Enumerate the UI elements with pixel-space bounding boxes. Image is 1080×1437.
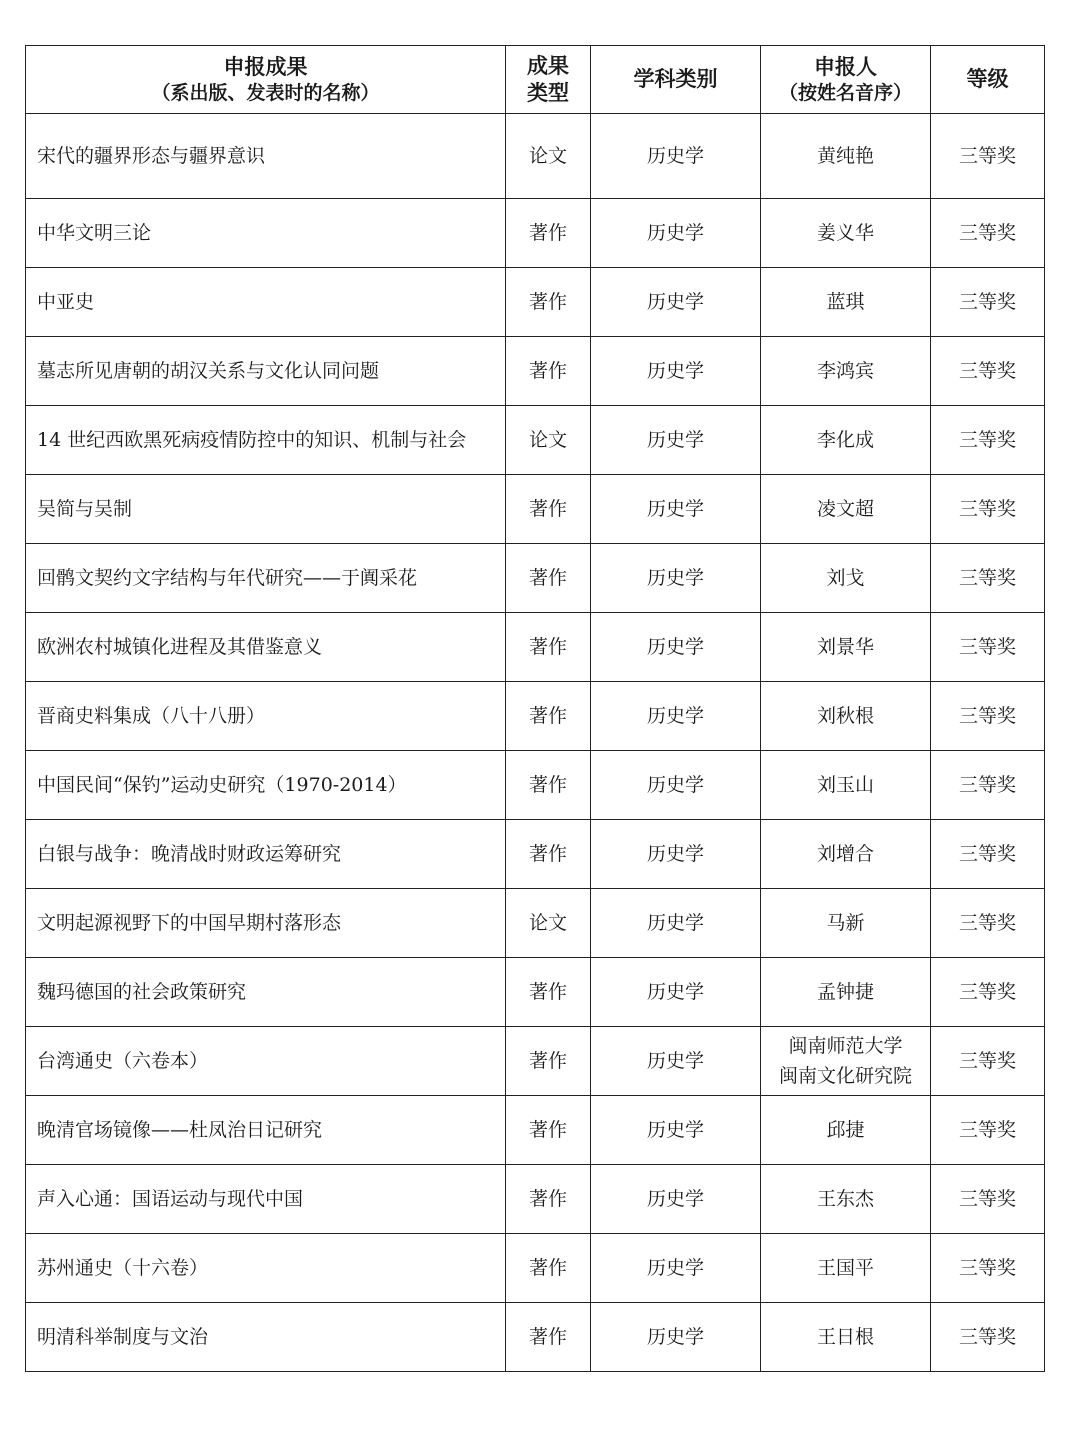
cell-title: 中亚史 — [26, 268, 506, 337]
cell-grade: 三等奖 — [931, 820, 1045, 889]
cell-grade: 三等奖 — [931, 1303, 1045, 1372]
cell-grade: 三等奖 — [931, 1096, 1045, 1165]
cell-subject: 历史学 — [591, 337, 761, 406]
cell-type: 著作 — [506, 475, 591, 544]
cell-type: 著作 — [506, 544, 591, 613]
table-row — [26, 958, 1045, 1027]
cell-applicant: 李化成 — [761, 406, 931, 475]
cell-applicant: 刘玉山 — [761, 751, 931, 820]
cell-subject: 历史学 — [591, 820, 761, 889]
cell-type: 著作 — [506, 268, 591, 337]
cell-applicant: 孟钟捷 — [761, 958, 931, 1027]
cell-title: 白银与战争：晚清战时财政运筹研究 — [26, 820, 506, 889]
cell-type: 著作 — [506, 751, 591, 820]
cell-title: 回鹘文契约文字结构与年代研究——于阗采花 — [26, 544, 506, 613]
cell-type: 著作 — [506, 1027, 591, 1096]
cell-subject: 历史学 — [591, 682, 761, 751]
cell-type: 著作 — [506, 820, 591, 889]
column-header-grade: 等级 — [931, 46, 1045, 114]
cell-title: 魏玛德国的社会政策研究 — [26, 958, 506, 1027]
cell-applicant: 刘秋根 — [761, 682, 931, 751]
cell-title: 苏州通史（十六卷） — [26, 1234, 506, 1303]
awards-table — [25, 45, 1045, 1372]
cell-type: 论文 — [506, 889, 591, 958]
table-row — [26, 406, 1045, 475]
cell-grade: 三等奖 — [931, 114, 1045, 199]
cell-applicant-line1: 闽南师范大学 — [788, 1035, 903, 1057]
cell-grade: 三等奖 — [931, 544, 1045, 613]
cell-title: 明清科举制度与文治 — [26, 1303, 506, 1372]
cell-type: 论文 — [506, 114, 591, 199]
cell-applicant: 李鸿宾 — [761, 337, 931, 406]
table-row — [26, 613, 1045, 682]
column-header-title-sub: （系出版、发表时的名称） — [151, 82, 380, 104]
cell-type: 论文 — [506, 406, 591, 475]
cell-applicant: 王国平 — [761, 1234, 931, 1303]
cell-type: 著作 — [506, 1165, 591, 1234]
cell-title: 14 世纪西欧黑死病疫情防控中的知识、机制与社会 — [26, 406, 506, 475]
cell-grade: 三等奖 — [931, 613, 1045, 682]
column-header-applicant-main: 申报人 — [814, 55, 877, 79]
cell-subject: 历史学 — [591, 889, 761, 958]
table-row — [26, 1165, 1045, 1234]
cell-title: 中国民间“保钓”运动史研究（1970-2014） — [26, 751, 506, 820]
cell-grade: 三等奖 — [931, 889, 1045, 958]
cell-title: 文明起源视野下的中国早期村落形态 — [26, 889, 506, 958]
cell-grade: 三等奖 — [931, 268, 1045, 337]
table-row — [26, 199, 1045, 268]
column-header-type — [506, 46, 591, 114]
cell-title: 晚清官场镜像——杜凤治日记研究 — [26, 1096, 506, 1165]
cell-applicant: 刘增合 — [761, 820, 931, 889]
cell-applicant — [761, 1027, 931, 1096]
column-header-title — [26, 46, 506, 114]
table-header — [26, 46, 1045, 114]
cell-subject: 历史学 — [591, 1303, 761, 1372]
table-row — [26, 820, 1045, 889]
cell-subject: 历史学 — [591, 199, 761, 268]
cell-grade: 三等奖 — [931, 1027, 1045, 1096]
cell-title: 晋商史料集成（八十八册） — [26, 682, 506, 751]
cell-type: 著作 — [506, 337, 591, 406]
cell-subject: 历史学 — [591, 406, 761, 475]
table-row — [26, 1303, 1045, 1372]
cell-subject: 历史学 — [591, 1165, 761, 1234]
cell-subject: 历史学 — [591, 613, 761, 682]
table-row — [26, 544, 1045, 613]
column-header-type-line2: 类型 — [527, 80, 569, 105]
column-header-applicant — [761, 46, 931, 114]
cell-subject: 历史学 — [591, 958, 761, 1027]
cell-type: 著作 — [506, 682, 591, 751]
cell-applicant-line2: 闽南文化研究院 — [778, 1065, 912, 1087]
cell-applicant: 邱捷 — [761, 1096, 931, 1165]
cell-grade: 三等奖 — [931, 406, 1045, 475]
cell-applicant: 王东杰 — [761, 1165, 931, 1234]
table-row — [26, 1027, 1045, 1096]
cell-title: 中华文明三论 — [26, 199, 506, 268]
column-header-type-line1: 成果 — [527, 53, 569, 78]
cell-title: 欧洲农村城镇化进程及其借鉴意义 — [26, 613, 506, 682]
cell-title: 台湾通史（六卷本） — [26, 1027, 506, 1096]
table-row — [26, 889, 1045, 958]
cell-applicant: 凌文超 — [761, 475, 931, 544]
cell-applicant: 黄纯艳 — [761, 114, 931, 199]
column-header-subject: 学科类别 — [591, 46, 761, 114]
cell-subject: 历史学 — [591, 114, 761, 199]
cell-title: 吴简与吴制 — [26, 475, 506, 544]
column-header-applicant-sub: （按姓名音序） — [778, 82, 912, 104]
cell-type: 著作 — [506, 199, 591, 268]
cell-title: 宋代的疆界形态与疆界意识 — [26, 114, 506, 199]
table-row — [26, 682, 1045, 751]
cell-applicant: 马新 — [761, 889, 931, 958]
cell-grade: 三等奖 — [931, 751, 1045, 820]
table-row — [26, 1234, 1045, 1303]
cell-applicant: 刘景华 — [761, 613, 931, 682]
cell-subject: 历史学 — [591, 1096, 761, 1165]
cell-title: 声入心通：国语运动与现代中国 — [26, 1165, 506, 1234]
cell-subject: 历史学 — [591, 1027, 761, 1096]
cell-applicant: 姜义华 — [761, 199, 931, 268]
cell-applicant: 王日根 — [761, 1303, 931, 1372]
table-row — [26, 268, 1045, 337]
table-row — [26, 475, 1045, 544]
cell-subject: 历史学 — [591, 751, 761, 820]
cell-type: 著作 — [506, 958, 591, 1027]
header-row — [26, 46, 1045, 114]
cell-grade: 三等奖 — [931, 1165, 1045, 1234]
table-row — [26, 114, 1045, 199]
table-body — [26, 114, 1045, 1372]
cell-applicant: 刘戈 — [761, 544, 931, 613]
cell-grade: 三等奖 — [931, 337, 1045, 406]
table-row — [26, 1096, 1045, 1165]
cell-subject: 历史学 — [591, 268, 761, 337]
cell-type: 著作 — [506, 1096, 591, 1165]
cell-grade: 三等奖 — [931, 475, 1045, 544]
cell-applicant: 蓝琪 — [761, 268, 931, 337]
table-row — [26, 337, 1045, 406]
column-header-title-main: 申报成果 — [223, 55, 308, 79]
cell-grade: 三等奖 — [931, 958, 1045, 1027]
cell-grade: 三等奖 — [931, 199, 1045, 268]
cell-subject: 历史学 — [591, 544, 761, 613]
cell-grade: 三等奖 — [931, 1234, 1045, 1303]
cell-title: 墓志所见唐朝的胡汉关系与文化认同问题 — [26, 337, 506, 406]
cell-type: 著作 — [506, 1303, 591, 1372]
cell-type: 著作 — [506, 613, 591, 682]
cell-type: 著作 — [506, 1234, 591, 1303]
table-row — [26, 751, 1045, 820]
cell-grade: 三等奖 — [931, 682, 1045, 751]
cell-subject: 历史学 — [591, 475, 761, 544]
cell-subject: 历史学 — [591, 1234, 761, 1303]
